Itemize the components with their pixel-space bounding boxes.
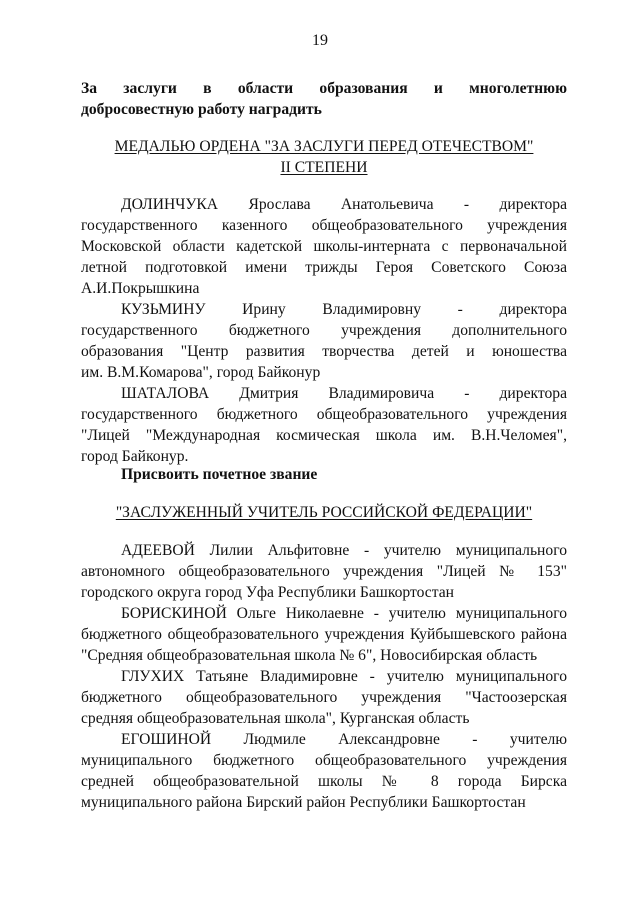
recipient-line: "Средняя общеобразовательная школа № 6", Новосибирская область [81,647,538,664]
recipient-line: бюджетного общеобразовательного учреждения Куйбышевского района [81,626,567,643]
recipient-line: ШАТАЛОВА Дмитрия Владимировича - директора [121,385,567,402]
recipient-line: государственного бюджетного общеобразовательного учреждения [81,406,567,423]
recipient-line: городского округа город Уфа Республики Башкортостан [81,584,454,601]
recipient-line: ДОЛИНЧУКА Ярослава Анатольевича - директора [121,196,567,213]
recipient-line: АДЕЕВОЙ Лилии Альфитовне - учителю муниципального [121,542,567,559]
recipient-line: муниципального бюджетного общеобразовательного учреждения [81,752,567,769]
recipient-entry [81,666,567,729]
award-intro [81,78,567,120]
recipient-line: образования "Центр развития творчества детей и юношества [81,343,567,360]
recipient-line: государственного бюджетного учреждения дополнительного [81,322,567,339]
recipient-entry [81,383,567,467]
recipient-line: КУЗЬМИНУ Ирину Владимировну - директора [121,301,567,318]
recipient-line: государственного казенного общеобразовательного учреждения [81,217,567,234]
recipient-line: им. В.М.Комарова", город Байконур [81,364,321,381]
recipient-line: бюджетного общеобразовательного учреждения "Частоозерская [81,689,567,706]
award-title-line: II СТЕПЕНИ [280,159,368,176]
recipient-line: ЕГОШИНОЙ Людмиле Александровне - учителю [121,731,567,748]
page-number: 19 [312,32,328,49]
recipient-entry [81,540,567,603]
recipient-entry [81,194,567,299]
recipient-line: автономного общеобразовательного учреждения "Лицей № 153" [81,563,567,580]
recipient-line: средней общеобразовательной школы № 8 города Бирска [81,773,567,790]
award-title-line: МЕДАЛЬЮ ОРДЕНА "ЗА ЗАСЛУГИ ПЕРЕД ОТЕЧЕСТВОМ" [114,138,534,155]
recipient-entry [81,299,567,383]
recipient-entry [81,603,567,666]
award-title-medal [81,136,567,178]
recipient-line: БОРИСКИНОЙ Ольге Николаевне - учителю муниципального [121,605,567,622]
recipient-line: летной подготовкой имени трижды Героя Советского Союза [81,259,567,276]
recipient-line: "Лицей "Международная космическая школа им. В.Н.Челомея", [81,427,567,444]
award-intro-line: За заслуги в области образования и многолетнюю [81,80,567,97]
recipient-line: средняя общеобразовательная школа", Курганская область [81,710,470,727]
recipient-line: муниципального района Бирский район Республики Башкортостан [81,794,526,811]
title-intro-line: Присвоить почетное звание [121,466,318,483]
recipient-entry [81,729,567,813]
award-title-line: "ЗАСЛУЖЕННЫЙ УЧИТЕЛЬ РОССИЙСКОЙ ФЕДЕРАЦИИ" [115,504,533,521]
medal-recipients-list [81,194,567,467]
award-title-honored-teacher [81,502,567,523]
recipient-line: ГЛУХИХ Татьяне Владимировне - учителю муниципального [121,668,567,685]
recipient-line: А.И.Покрышкина [81,280,200,297]
teacher-recipients-list [81,540,567,813]
recipient-line: город Байконур. [81,448,189,465]
award-intro-line: добросовестную работу наградить [81,101,322,118]
recipient-line: Московской области кадетской школы-интерната с первоначальной [81,238,567,255]
title-intro [81,464,567,485]
